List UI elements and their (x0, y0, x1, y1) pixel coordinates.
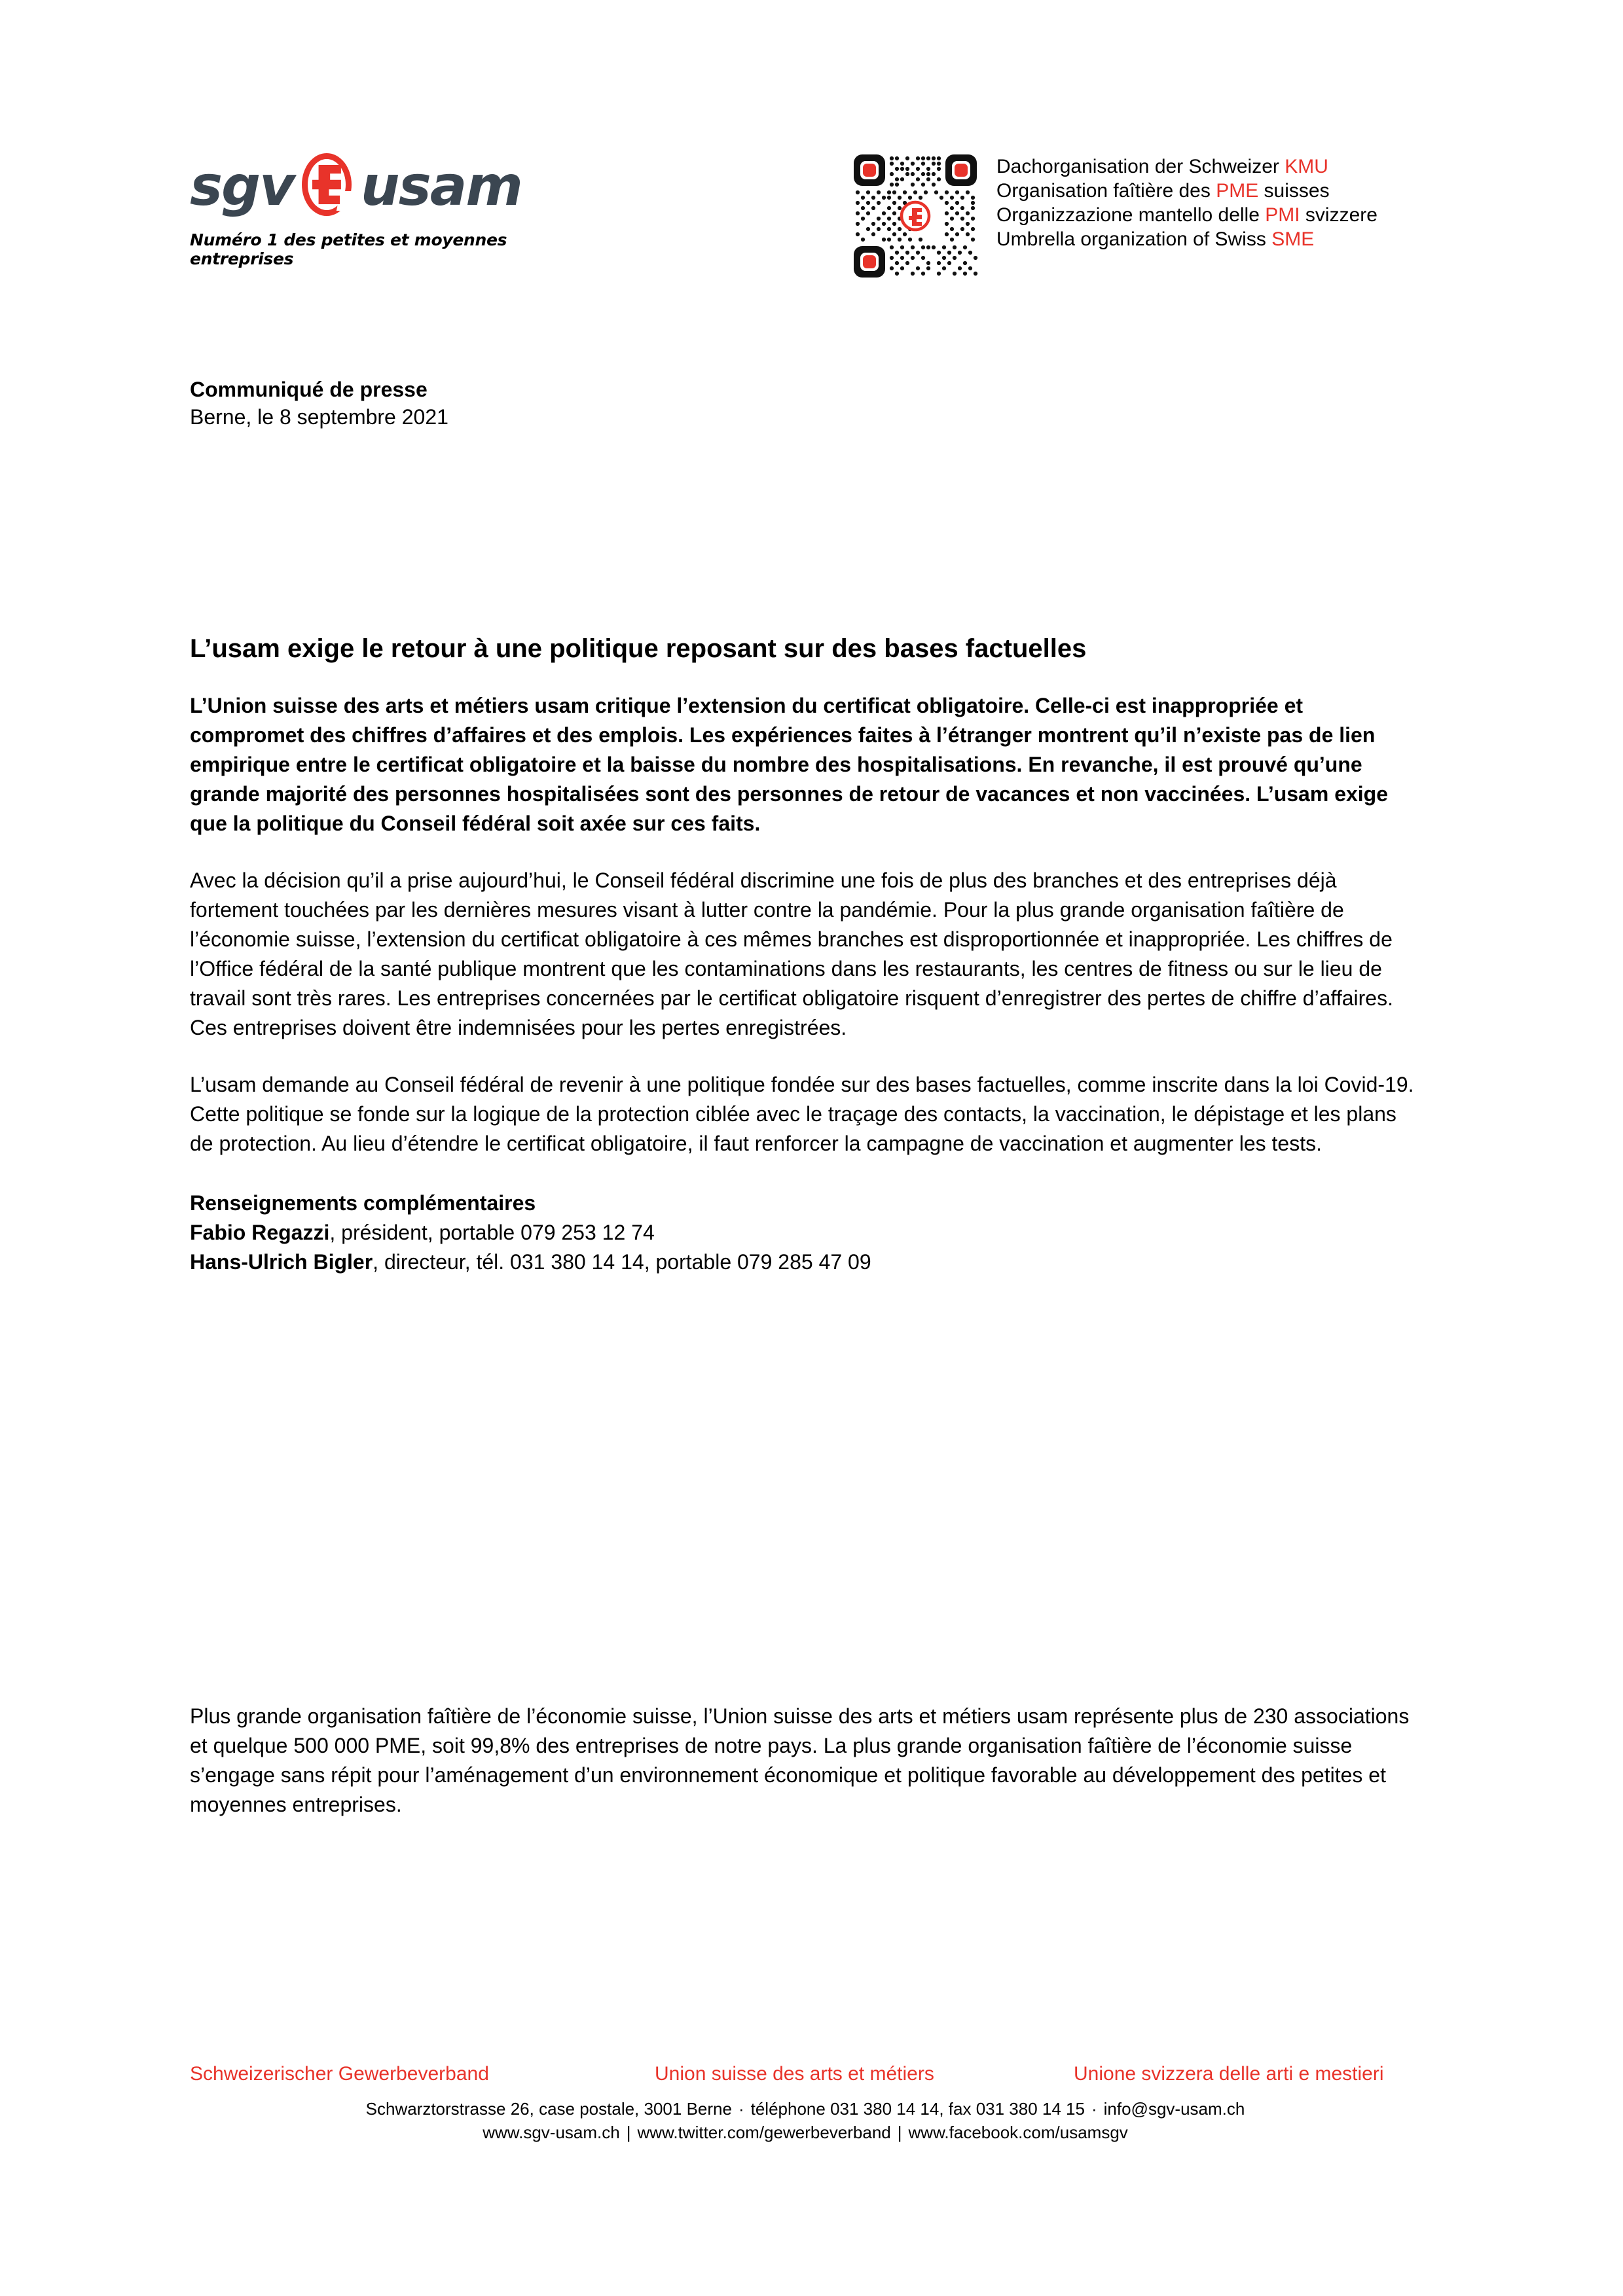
body-paragraph-2: L’usam demande au Conseil fédéral de revenir à une politique fondée sur des bases factuelles, comme inscrite dans la loi Covid-19. Cette politique se fonde sur la logique de la protection ciblée avec le traçage des contacts, la vaccination, le dépistage et les plans de protection. Au lieu d’étendre le certificat obligatoire, il faut renforcer la campagne de vaccination et augmenter les tests. (190, 1073, 1414, 1155)
contact-name-president: Fabio Regazzi (190, 1221, 330, 1244)
contact-row-president (190, 1218, 1421, 1247)
logo-ring-gap (337, 191, 363, 211)
contact-name-director: Hans-Ulrich Bigler (190, 1250, 373, 1274)
footer-separator-1: · (738, 2099, 744, 2119)
footer-link-separator-1: | (626, 2123, 631, 2142)
footer-phone: téléphone 031 380 14 14, fax 031 380 14 15 (750, 2099, 1085, 2119)
qr-and-languages (851, 152, 1377, 280)
language-text-it: Organizzazione mantello delle (996, 204, 1266, 226)
language-accent-en: SME (1271, 228, 1315, 250)
logo-text-usam: usam (360, 154, 522, 218)
body-paragraph-1: Avec la décision qu’il a prise aujourd’hui, le Conseil fédéral discrimine une fois de plus des branches et des entreprises déjà fortement touchées par les dernières mesures visant à lutter contre la pandémie. Pour la plus grande organisation faîtière de l’économie suisse, l’extension du certificat obligatoire à ces mêmes branches est disproportionnée et inappropriée. Les chiffres de l’Office fédéral de la santé publique montrent que les contaminations dans les restaurants, les centres de fitness ou sur le lieu de travail sont très rares. Les entreprises concernées par le certificat obligatoire risquent d’enregistrer des pertes de chiffre d’affaires. Ces entreprises doivent être indemnisées pour les pertes enregistrées. (190, 869, 1393, 1039)
language-line-en (996, 227, 1377, 251)
language-list (996, 152, 1377, 251)
footer-link-separator-2: | (897, 2123, 902, 2142)
language-accent-de: KMU (1285, 156, 1328, 177)
logo-tagline: Numéro 1 des petites et moyennes entreprises (190, 230, 507, 268)
logo-wordmark (190, 149, 609, 223)
footer-facebook-link[interactable]: www.facebook.com/usamsgv (908, 2123, 1128, 2142)
footer-contact-line (190, 2097, 1421, 2121)
footer-org-de: Schweizerischer Gewerbeverband (190, 2063, 489, 2085)
contacts-heading: Renseignements complémentaires (190, 1191, 536, 1215)
footer-address: Schwarztorstrasse 26, case postale, 3001 Berne (365, 2099, 732, 2119)
language-accent-fr: PME (1216, 180, 1259, 202)
footer-org-fr: Union suisse des arts et métiers (655, 2063, 934, 2085)
language-text-de: Dachorganisation der Schweizer (996, 156, 1285, 177)
footer-org-it: Unione svizzera delle arti e mestieri (1074, 2063, 1384, 2085)
document-body (190, 376, 1421, 1277)
language-text-en: Umbrella organization of Swiss (996, 228, 1272, 250)
document-kicker: Communiqué de presse (190, 378, 428, 401)
language-accent-it: PMI (1265, 204, 1300, 226)
qr-code (851, 152, 979, 280)
language-line-fr (996, 179, 1377, 203)
language-suffix-fr: suisses (1258, 180, 1330, 202)
page-header (190, 149, 1492, 274)
language-line-de (996, 154, 1377, 179)
sgv-usam-cross-logo-icon (297, 152, 359, 220)
page-footer (190, 2062, 1434, 2144)
qr-code-icon (851, 152, 979, 280)
footer-links-line (190, 2121, 1421, 2144)
page-title: L’usam exige le retour à une politique reposant sur des bases factuelles (190, 634, 1087, 663)
contact-details-director: , directeur, tél. 031 380 14 14, portable 079 285 47 09 (373, 1250, 871, 1274)
footer-organization-names (190, 2062, 1434, 2087)
footer-website-link[interactable]: www.sgv-usam.ch (483, 2123, 620, 2142)
language-text-fr: Organisation faîtière des (996, 180, 1216, 202)
organization-logo (190, 149, 609, 268)
footer-twitter-link[interactable]: www.twitter.com/gewerbeverband (637, 2123, 891, 2142)
boilerplate-paragraph: Plus grande organisation faîtière de l’économie suisse, l’Union suisse des arts et métiers usam représente plus de 230 associations et quelque 500 000 PME, soit 99,8% des entreprises de notre pays. La plus grande organisation faîtière de l’économie suisse s’engage sans répit pour l’aménagement d’un environnement économique et politique favorable au développement des petites et moyennes entreprises. (190, 1704, 1410, 1816)
footer-email[interactable]: info@sgv-usam.ch (1103, 2099, 1245, 2119)
contact-details-president: , président, portable 079 253 12 74 (329, 1221, 655, 1244)
footer-separator-2: · (1091, 2099, 1097, 2119)
contact-row-director (190, 1247, 1421, 1277)
document-date: Berne, le 8 septembre 2021 (190, 405, 448, 429)
language-line-it (996, 203, 1377, 227)
language-suffix-it: svizzere (1300, 204, 1377, 226)
logo-text-sgv: sgv (190, 154, 294, 218)
lead-paragraph: L’Union suisse des arts et métiers usam critique l’extension du certificat obligatoire. Celle-ci est inappropriée et compromet des chiffres d’affaires et des emplois. Les expériences faites à l’étranger montrent qu’il n’existe pas de lien empirique entre le certificat obligatoire et la baisse du nombre des hospitalisations. En revanche, il est prouvé qu’une grande majorité des personnes hospitalisées sont des personnes de retour de vacances et non vaccinées. L’usam exige que la politique du Conseil fédéral soit axée sur ces faits. (190, 694, 1389, 835)
